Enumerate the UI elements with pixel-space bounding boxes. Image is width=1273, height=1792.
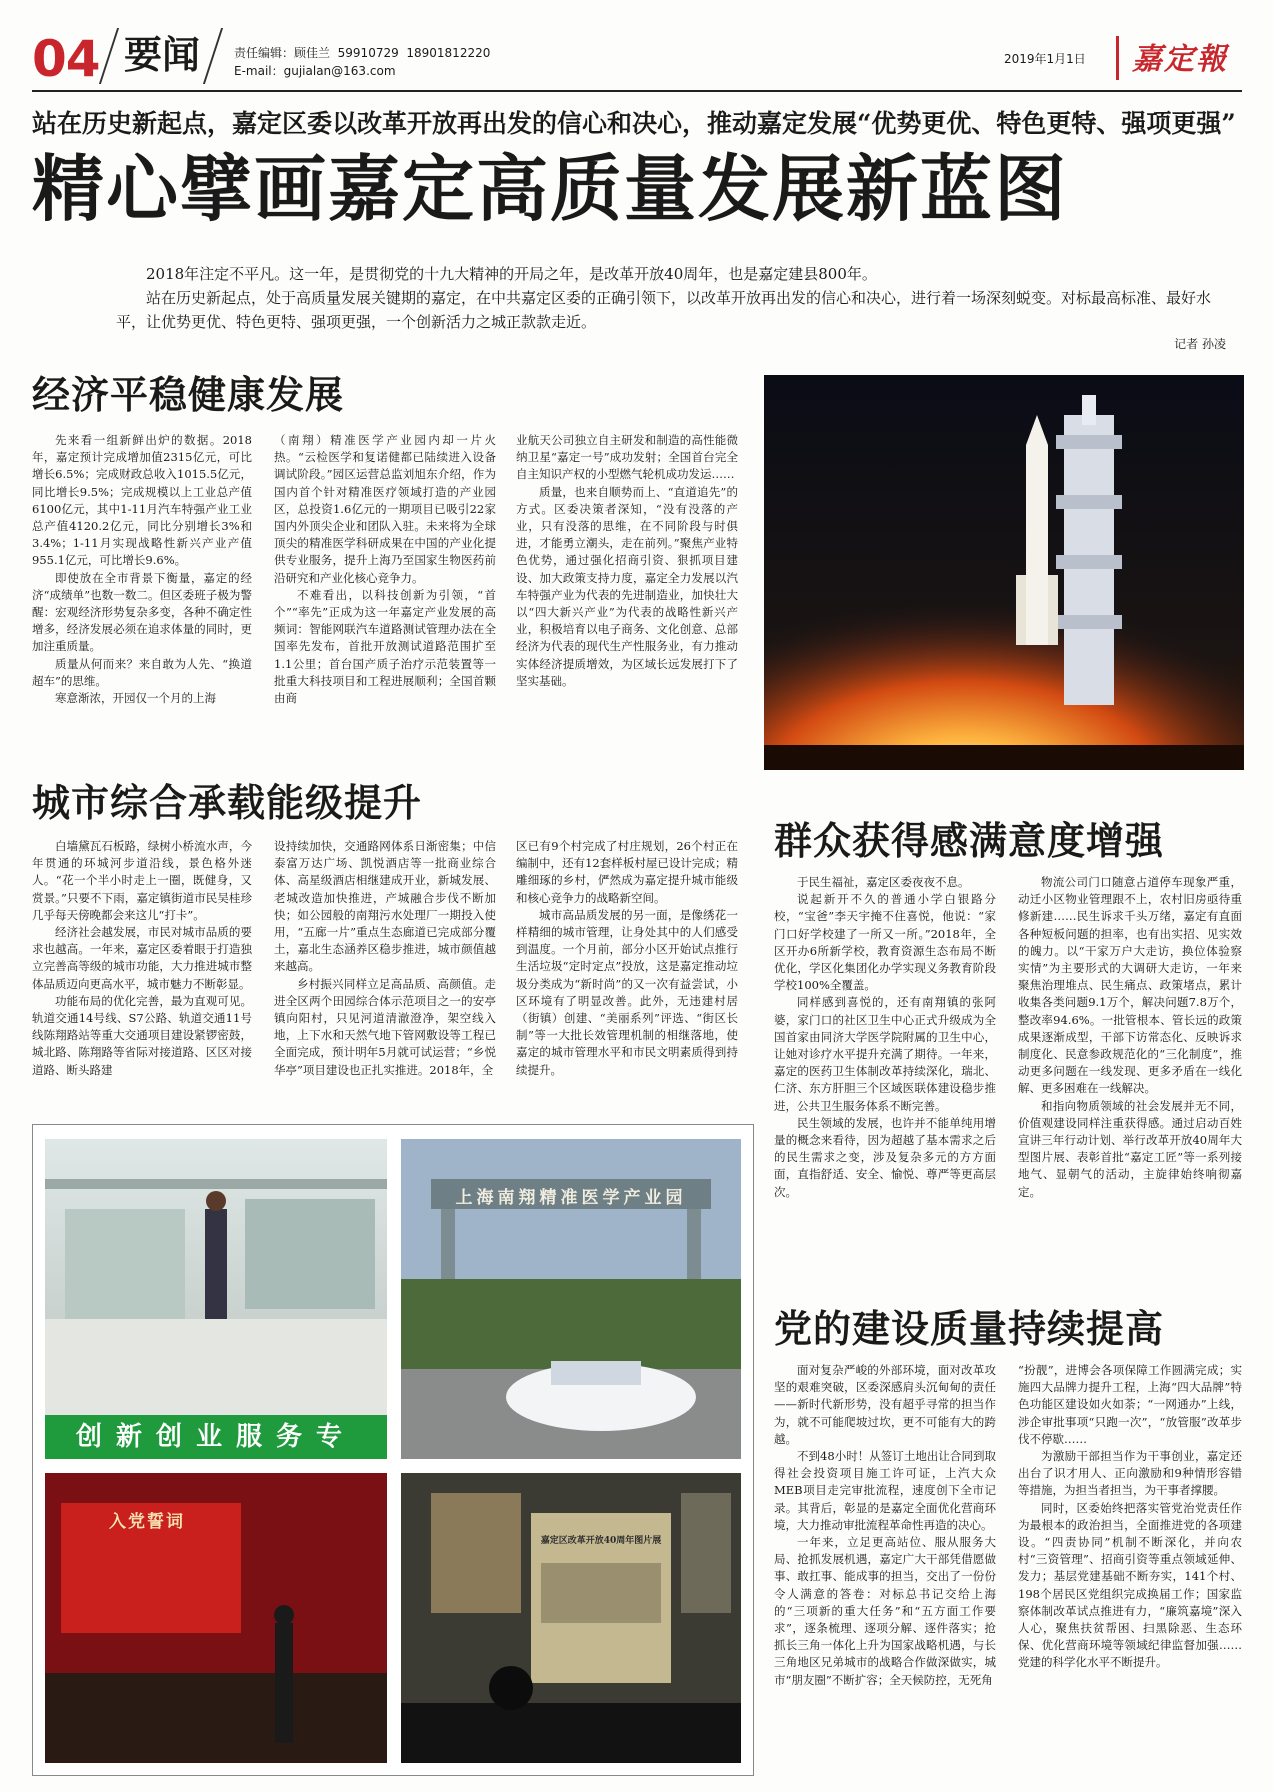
editor-email: E-mail：gujialan@163.com xyxy=(234,64,396,78)
paragraph: （南翔）精准医学产业园内却一片火热。“云检医学和复诺健都已陆续进入设备调试阶段。”园区运营总监刘旭东介绍，作为国内首个针对精准医疗领域打造的产业园区，总投资1.6亿元的一期项目已吸引22家国内外顶尖企业和团队入驻。未来将为全球顶尖的精准医学科研成果在中国的产业化提供专业服务，提升上海乃至国家生物医药前沿研究和产业化核心竞争力。 xyxy=(274,433,496,585)
divider xyxy=(99,28,119,84)
masthead-logo: 嘉定報 xyxy=(1132,42,1228,77)
party-oath-image xyxy=(45,1473,387,1763)
economy-column-2 xyxy=(274,432,496,762)
paragraph: 即使放在全市背景下衡量，嘉定的经济“成绩单”也数一数二。但区委班子极为警醒：宏观经济形势复杂多变，各种不确定性增多，经济发展必须在追求体量的同时，更加注重质量。 xyxy=(32,570,252,654)
photo-collage xyxy=(32,1124,754,1776)
paragraph: 一年来，立足更高站位、服从服务大局、抢抓发展机遇，嘉定广大干部凭借愿做事、敢扛事、能成事的担当，交出了一份份令人满意的答卷：对标总书记交给上海的“三项新的重大任务”和“五方面工作要求”，逐条梳理、逐项分解、逐件落实；抢抓长三角一体化上升为国家战略机遇，与长三角地区兄弟城市的战略合作做深做实，城市“朋友圈”不断扩容；全天候防控，无死角 xyxy=(774,1535,996,1687)
service-hall-image xyxy=(45,1139,387,1459)
editor-name: 责任编辑：顾佳兰 xyxy=(234,46,331,60)
paragraph: 同样感到喜悦的，还有南翔镇的张阿婆，家门口的社区卫生中心正式升级成为全国首家由同济大学医学院附属的卫生中心，让她对诊疗水平提升充满了期待。一年来，嘉定的医药卫生体制改革持续深化，瑞北、仁济、东方肝胆三个区域医联体建设稳步推进，公共卫生服务体系不断完善。 xyxy=(774,995,996,1113)
lead-p2: 站在历史新起点，处于高质量发展关键期的嘉定，在中共嘉定区委的正确引领下，以改革开放再出发的信心和决心，进行着一场深刻蜕变。对标最高标准、最好水平，让优势更优、特色更特、强项更强，一个创新活力之城正款款走近。 xyxy=(116,289,1212,331)
paragraph: 不难看出，以科技创新为引领，“首个”“率先”正成为这一年嘉定产业发展的高频词：智能网联汽车道路测试管理办法在全国率先发布，首批开放测试道路范围扩至1.1公里；首台国产质子治疗示范装置等一批重大科技项目和工程进展顺利；全国首颗由商 xyxy=(274,587,496,706)
exhibit-board-title: 嘉定区改革开放40周年图片展 xyxy=(540,1536,662,1546)
paragraph: 先来看一组新鲜出炉的数据。2018年，嘉定预计完成增加值2315亿元，可比增长6.5%；完成财政总收入1015.5亿元，同比增长9.5%；完成规模以上工业总产值6100亿元，其中1-11月汽车特强产业工业总产值4120.2亿元，同比分别增长3%和3.4%；1-11月实现战略性新兴产业产值955.1亿元，可比增长9.6%。 xyxy=(32,433,252,568)
lead-paragraph xyxy=(116,262,1226,356)
people-column-1 xyxy=(774,874,996,1294)
park-gate-sign: 上海南翔精准医学产业园 xyxy=(455,1188,687,1208)
paragraph: 物流公司门口随意占道停车现象严重，动迁小区物业管理跟不上，农村旧房亟待重修新建……民生诉求千头万绪，嘉定有直面各种短板问题的担率，也有出实招、见实效的魄力。以“干家万户大走访，换位体验察实情”为主要形式的大调研大走访，一年来聚焦治理堆点、民生痛点、政策堵点，累计收集各类问题9.1万个，解决问题7.8万个，整改率94.6%。一批管根本、管长远的政策成果逐渐成型，干部下访常态化、反映诉求制度化、民意参政规范化的“三化制度”，推动更多问题在一线发现、更多矛盾在一线化解、更多困难在一线解决。 xyxy=(1018,875,1242,1096)
header-rule xyxy=(32,90,1242,92)
party-oath-photo xyxy=(45,1473,387,1763)
paragraph: 城市高品质发展的另一面，是像绣花一样精细的城市管理，让身处其中的人们感受到温度。一个月前，部分小区开始试点推行生活垃圾“定时定点”投放，这是嘉定推动垃圾分类成为“新时尚”的又一次有益尝试，小区环境有了明显改善。此外，无违建村居（街镇）创建、“美丽系列”评选、“街区长制”等一大批长效管理机制的相继落地，使嘉定的城市管理水平和市民文明素质得到持续提升。 xyxy=(516,907,738,1077)
masthead-bar xyxy=(1116,36,1119,80)
paragraph: 为激励干部担当作为干事创业，嘉定还出台了识才用人、正向激励和9种情形容错等措施，为担当者担当，为干事者撑腰。 xyxy=(1018,1449,1242,1498)
paragraph: 于民生福祉，嘉定区委夜夜不息。 xyxy=(797,875,970,889)
section-title-city: 城市综合承载能级提升 xyxy=(32,781,423,825)
paragraph: “扮靓”，进博会各项保障工作圆满完成；实施四大品牌力提升工程，上海“四大品牌”特色功能区建设如火如荼；“一网通办”上线，涉企审批事项“只跑一次”，“放管服”改革步伐不停歇…… xyxy=(1018,1363,1242,1446)
paragraph: 不到48小时！从签订土地出让合同到取得社会投资项目施工许可证，上汽大众MEB项目走完审批流程，速度创下全市记录。其背后，彰显的是嘉定全面优化营商环境，大力推动审批流程革命性再造的决心。 xyxy=(774,1449,996,1532)
party-column-1 xyxy=(774,1362,996,1772)
photo-exhibition-photo xyxy=(401,1473,741,1763)
page-number: 04 xyxy=(32,30,100,88)
paragraph: 同时，区委始终把落实管党治党责任作为最根本的政治担当，全面推进党的各项建设。“四责协同”机制不断深化，并向农村“三资管理”、招商引资等重点领域延伸、发力；基层党建基础不断夯实，141个村、198个居民区党组织完成换届工作；国家监察体制改革试点推进有力，“廉筑嘉境”深入人心，聚焦扶贫帮困、扫黑除恶、生态环保、优化营商环境等领域纪律监督加强……党建的科学化水平不断提升。 xyxy=(1018,1500,1242,1670)
economy-column-1 xyxy=(32,432,252,762)
paragraph: 区已有9个村完成了村庄规划，26个村正在编制中，还有12套样板村屋已设计完成；精雕细琢的乡村，俨然成为嘉定提升城市能级和核心竞争力的战略新空间。 xyxy=(516,839,738,905)
service-hall-banner: 创新创业服务专 xyxy=(75,1422,356,1452)
section-name: 要闻 xyxy=(124,32,201,77)
section-title-party: 党的建设质量持续提高 xyxy=(774,1307,1165,1351)
paragraph: 业航天公司独立自主研发和制造的高性能微纳卫星“嘉定一号”成功发射；全国首台完全自主知识产权的小型燃气轮机成功发运…… xyxy=(516,433,738,482)
industrial-park-gate-photo xyxy=(401,1139,741,1459)
paragraph: 功能布局的优化完善，最为直观可见。轨道交通14号线、S7公路、轨道交通11号线陈翔路站等重大交通项目建设紧锣密鼓，城北路、陈翔路等省际对接道路、区区对接道路、断头路建 xyxy=(32,993,252,1077)
subheadline: 站在历史新起点，嘉定区委以改革开放再出发的信心和决心，推动嘉定发展“优势更优、特色更特、强项更强” xyxy=(32,109,1236,138)
photo-exhibition-image xyxy=(401,1473,741,1763)
city-column-1 xyxy=(32,838,252,1110)
byline: 记者 孙凌 xyxy=(1174,337,1226,351)
headline: 精心擘画嘉定高质量发展新蓝图 xyxy=(32,147,1069,231)
paragraph: 经济社会越发展，市民对城市品质的要求也越高。一年来，嘉定区委着眼于打造独立完善高等级的城市功能，大力推进城市整体品质迈向更高水平，城市魅力不断彰显。 xyxy=(32,925,252,991)
section-title-economy: 经济平稳健康发展 xyxy=(32,373,345,417)
paragraph: 乡村振兴同样立足高品质、高颜值。走进全区两个田园综合体示范项目之一的安亭镇向阳村，只见河道清澈澄净，架空线入地，上下水和天然气地下管网敷设等工程已全面完成，预计明年5月就可试运营；“乡悦华亭”项目建设也正扎实推进。2018年，全 xyxy=(274,976,496,1077)
city-column-3 xyxy=(516,838,738,1110)
divider xyxy=(203,28,223,84)
city-column-2 xyxy=(274,838,496,1110)
party-column-2 xyxy=(1018,1362,1242,1772)
issue-date: 2019年1月1日 xyxy=(1004,52,1086,66)
rocket-launch-photo xyxy=(764,375,1244,770)
paragraph: 设持续加快，交通路网体系日渐密集；中信泰富万达广场、凯悦酒店等一批商业综合体、高星级酒店相继建成开业，新城发展、老城改造加快推进，产城融合步伐不断加快；如公园般的南翔污水处理厂一期投入使用，“五廊一片”重点生态廊道已完成部分覆土，嘉北生态涵养区稳步推进，城市颜值越来越高。 xyxy=(274,839,496,974)
paragraph: 寒意渐浓，开园仅一个月的上海 xyxy=(55,691,216,706)
paragraph: 质量，也来自顺势而上、“直道追先”的方式。区委决策者深知，“没有没落的产业，只有没落的思维，在不同阶段与时俱进，才能勇立潮头，走在前列。”聚焦产业特色优势，通过强化招商引资、狠抓项目建设、加大政策支持力度，嘉定全力发展以汽车特强产业为代表的先进制造业，加快壮大以“四大新兴产业”为代表的战略性新兴产业，积极培育以电子商务、文化创意、总部经济为代表的现代生产性服务业，有力推动实体经济提质增效，为区域长远发展打下了坚实基础。 xyxy=(516,484,738,688)
paragraph: 面对复杂严峻的外部环境，面对改革攻坚的艰难突破，区委深感肩头沉甸甸的责任——新时代新形势，没有超乎寻常的担当作为，就不可能爬坡过坎，更不可能有大的跨越。 xyxy=(774,1363,996,1446)
editor-mobile: 18901812220 xyxy=(406,46,491,60)
rocket-launch-image xyxy=(764,375,1244,770)
paragraph: 说起新开不久的普通小学白银路分校，“宝爸”李天宇掩不住喜悦，他说：“家门口好学校建了一所又一所。”2018年，全区开办6所新学校，教育资源生态布局不断优化，学区化集团化办学实现义务教育阶段学校100%全覆盖。 xyxy=(774,892,996,993)
people-column-2 xyxy=(1018,874,1242,1294)
paragraph: 白墙黛瓦石板路，绿树小桥流水声，今年贯通的环城河步道沿线，景色格外迷人。“花一个半小时走上一圈，既健身，又赏景。”只要不下雨，嘉定镇街道市民吴桂珍几乎每天傍晚都会来这儿“打卡”。 xyxy=(32,839,252,922)
section-title-people: 群众获得感满意度增强 xyxy=(774,819,1165,863)
editor-phone: 59910729 xyxy=(337,46,399,60)
oath-board-title: 入党誓词 xyxy=(109,1512,185,1532)
paragraph: 质量从何而来？来自敢为人先、“换道超车”的思维。 xyxy=(32,656,252,688)
lead-p1: 2018年注定不平凡。这一年，是贯彻党的十九大精神的开局之年，是改革开放40周年，也是嘉定建县800年。 xyxy=(146,265,877,283)
editor-info xyxy=(234,44,490,80)
paragraph: 民生领域的发展，也许并不能单纯用增量的概念来看待，因为超越了基本需求之后的民生需求之变，涉及复杂多元的方方面面，直指舒适、安全、愉悦、尊严等更高层次。 xyxy=(774,1115,996,1199)
paragraph: 和指向物质领域的社会发展并无不同，价值观建设同样注重获得感。通过启动百姓宣讲三年行动计划、举行改革开放40周年大型图片展、表彰首批“嘉定工匠”等一系列接地气、显朝气的活动，主旋律始终响彻嘉定。 xyxy=(1018,1098,1242,1199)
economy-column-3 xyxy=(516,432,738,762)
service-hall-photo xyxy=(45,1139,387,1459)
